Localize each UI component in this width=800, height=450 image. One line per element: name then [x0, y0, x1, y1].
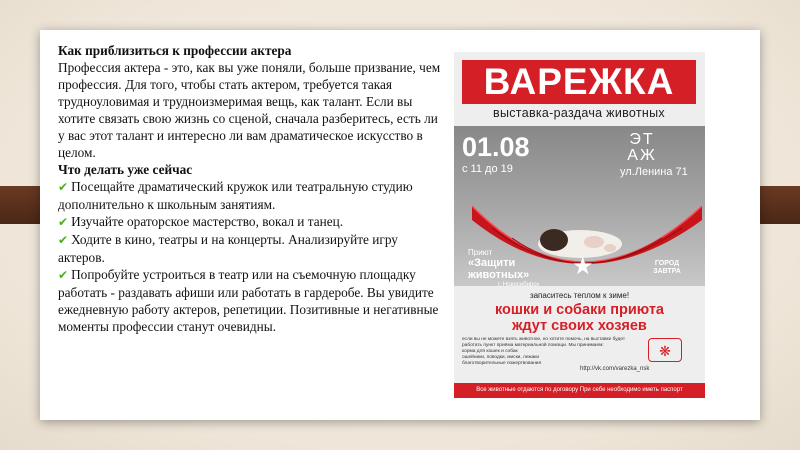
decorative-band-right: [760, 186, 800, 224]
shelter-city: г. Новосибирск: [498, 282, 540, 288]
poster-vk-link: http://vk.com/varezka_nsk: [580, 366, 650, 372]
list-item-text: Посещайте драматический кружок или театральную студию дополнительно к школьным занятиям.: [58, 179, 413, 212]
slide-text: [58, 42, 443, 335]
fine-print-line: благотворительные пожертвования: [462, 361, 542, 366]
partner-logo: ГОРОД ЗАВТРА: [653, 260, 681, 275]
slide-subheading: Что делать уже сейчас: [58, 162, 193, 177]
poster-address: ул.Ленина 71: [620, 166, 688, 178]
poster-fine-print: [462, 337, 642, 367]
paw-icon: ❋: [648, 338, 682, 362]
list-item: [58, 266, 443, 335]
list-item: [58, 178, 443, 213]
list-item-text: Изучайте ораторское мастерство, вокал и танец.: [71, 214, 344, 229]
slide-card: [40, 30, 760, 420]
poster-bottom-bar: Все животные отдаются по договору При себе необходимо иметь паспорт: [454, 383, 705, 398]
slide-heading: Как приблизиться к профессии актера: [58, 43, 292, 58]
poster-headline-line2: ждут своих хозяев: [512, 318, 647, 334]
checkmark-icon: ✔: [58, 233, 69, 247]
poster-subtitle: выставка-раздача животных: [493, 106, 665, 120]
fine-print-line: ошейники, поводки, миски, лежаки: [462, 355, 540, 360]
poster-title: ВАРЕЖКА: [462, 60, 696, 104]
venue-logo: ЭТ АЖ: [627, 131, 657, 164]
checkmark-icon: ✔: [58, 268, 69, 282]
poster-headline: [454, 302, 705, 334]
poster-warm-text: запаситесь теплом к зиме!: [529, 291, 630, 300]
poster-time: с 11 до 19: [462, 163, 513, 175]
fine-print-line: если вы не можете взять животное, но хотите помочь, на выставке будет: [462, 337, 626, 342]
decorative-band-left: [0, 186, 40, 224]
fine-print-line: корма для кошек и собак: [462, 349, 518, 354]
list-item-text: Ходите в кино, театры и на концерты. Анализируйте игру актеров.: [58, 232, 398, 265]
star-logo-icon: ★: [572, 253, 594, 280]
shelter-name: «Защити животных»: [468, 257, 530, 281]
fine-print-line: работать пункт приёма материальной помощи. Мы принимаем:: [462, 343, 604, 348]
list-item: [58, 231, 443, 266]
event-poster: [454, 52, 705, 398]
shelter-label: Приют: [468, 248, 493, 257]
poster-date: 01.08: [462, 132, 530, 162]
poster-headline-line1: кошки и собаки приюта: [494, 302, 664, 318]
checkmark-icon: ✔: [58, 180, 69, 194]
list-item-text: Попробуйте устроиться в театр или на съемочную площадку работать - раздавать афиши или работать в гардеробе. Вы увидите ежедневную работу актеров, репетиции. Позитивные и негативные моменты профессии станут очевидны.: [58, 267, 439, 334]
slide-intro: Профессия актера - это, как вы уже поняли, больше призвание, чем профессия. Для того, чтобы стать актером, требуется такая трудноуловимая и трудноизмеримая вещь, как талант. Если вы хотите связать свою жизнь со сценой, сначала разберитесь, есть ли у вас этот талант и интересно ли вам драматическое искусство в целом.: [58, 60, 441, 160]
list-item: [58, 213, 443, 231]
checkmark-icon: ✔: [58, 215, 69, 229]
